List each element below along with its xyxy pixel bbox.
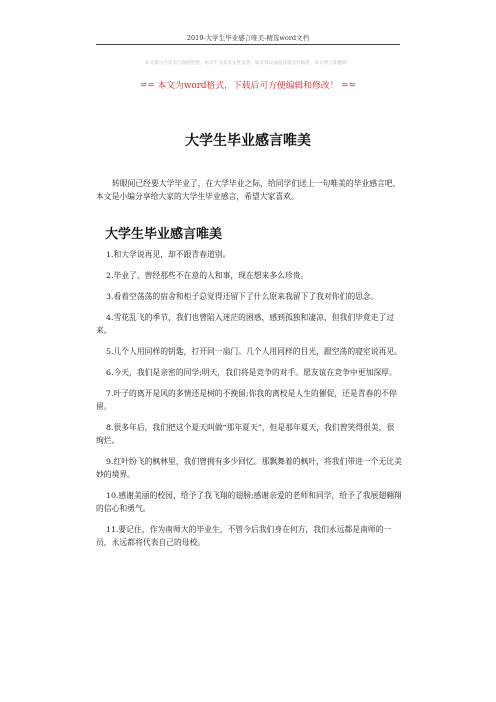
section-heading: 大学生毕业感言唯美	[105, 227, 223, 242]
disclaimer-text: 本文部分内容来自网络整理，本司不为其真实性负责，如有异议或侵权请及时联系，本司将立即删除！	[144, 61, 352, 66]
quote-item: 11.要记住，作为南师大的毕业生，不管今后我们身在何方，我们永远都是南师的一员，永远都将代表自己的母校。	[96, 525, 392, 547]
quote-item: 5.几个人用同样的钥匙，打开同一扇门。几个人用同样的目光，跟空荡的寝室说再见。	[106, 347, 402, 356]
quote-item: 7.叶子的离开是风的多情还是树的不挽留;你我的离校是人生的催促，还是青春的不停留。	[96, 389, 397, 411]
word-format-notice: == 本文为word格式，下载后可方便编辑和修改！ ==	[139, 81, 357, 91]
quote-item: 4.雪花乱飞的季节，我们也曾陷入迷茫的困惑，感到孤独和凄凉，但我们毕竟走了过来。	[96, 313, 395, 335]
quote-item: 2.毕业了，曾经那些不在意的人和事，现在想来多么珍贵。	[106, 271, 309, 280]
document-title: 大学生毕业感言唯美	[185, 133, 311, 149]
header-divider	[96, 44, 400, 45]
quote-item: 6.今天，我们是亲密的同学;明天，我们将是竞争的对手。愿友谊在竞争中更加深厚。	[106, 368, 397, 377]
quote-item: 3.看着空荡荡的宿舍和柜子总觉得还留下了什么原来我留下了我对你们的思念。	[106, 292, 379, 301]
quote-item: 8.很多年后，我们把这个夏天叫做“那年夏天”，但是那年夏天，我们曾笑得很美，很绚烂。	[96, 423, 395, 445]
quote-item: 1.和大学说再见，却不跟青春道别。	[106, 250, 231, 259]
intro-paragraph: 转眼间已经要大学毕业了，在大学毕业之际，给同学们送上一句唯美的毕业感言吧，本文是小编分享给大家的大学生毕业感言，希望大家喜欢。	[96, 179, 401, 201]
quote-list	[96, 248, 402, 557]
running-header: 2019-大学生毕业感言唯美-精选word文档	[186, 34, 310, 42]
quote-item: 9.红叶纷飞的枫林里，我们曾拥有多少回忆。那飘舞着的枫叶，将我们带进一个无比美妙的境界。	[96, 457, 402, 479]
quote-item: 10.感谢美丽的校园，给予了我飞翔的翅膀;感谢亲爱的老师和同学，给予了我展翅翱翔的信心和勇气。	[96, 491, 402, 513]
